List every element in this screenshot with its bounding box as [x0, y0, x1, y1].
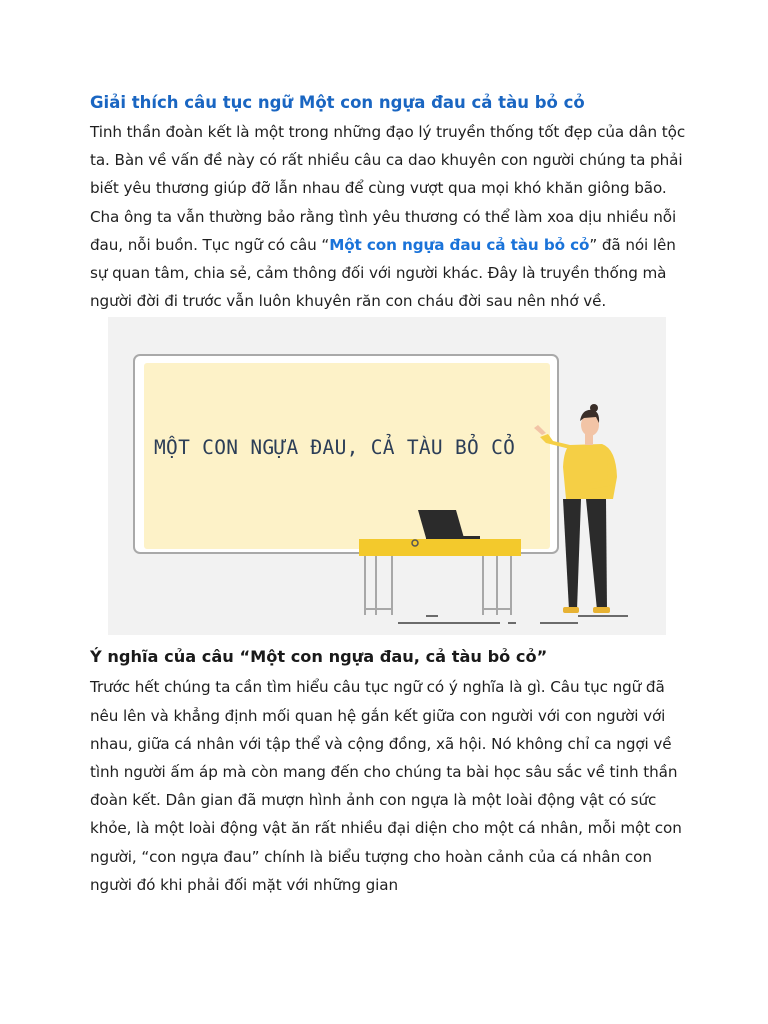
article-heading: Giải thích câu tục ngữ Một con ngựa đau cả tàu bỏ cỏ [90, 93, 585, 112]
illustration-svg [108, 317, 666, 635]
intro-text-before: Tinh thần đoàn kết là một trong những đạo lý truyền thống tốt đẹp của dân tộc ta. Bàn về vấn đề này có rất nhiều câu ca dao khuyên con người chúng ta phải biết yêu thương giúp đỡ lẫn nhau để cùng vượt qua mọi khó khăn giông bão. Cha ông ta vẫn thường bảo rằng tình yêu thương có thể làm xoa dịu nhiều nỗi đau, nỗi buồn. Tục ngữ có câu “ [90, 123, 686, 254]
board-text: MỘT CON NGỰA ĐAU, CẢ TÀU BỎ CỎ [154, 436, 516, 460]
proverb-illustration [108, 317, 666, 635]
proverb-highlight: Một con ngựa đau cả tàu bỏ cỏ [329, 235, 590, 254]
document-page [90, 88, 690, 899]
desk-legs [365, 556, 511, 615]
intro-paragraph [90, 118, 690, 315]
floor-lines [398, 616, 628, 623]
meaning-paragraph: Trước hết chúng ta cần tìm hiểu câu tục ngữ có ý nghĩa là gì. Câu tục ngữ đã nêu lên và khẳng định mối quan hệ gắn kết giữa con người với con người với nhau, giữa cá nhân với tập thể và cộng đồng, xã hội. Nó không chỉ ca ngợi về tình người ấm áp mà còn mang đến cho chúng ta bài học sâu sắc về tinh thần đoàn kết. Dân gian đã mượn hình ảnh con ngựa là một loài động vật có sức khỏe, là một loài động vật ăn rất nhiều đại diện cho một cá nhân, mỗi một con người, “con ngựa đau” chính là biểu tượng cho hoàn cảnh của cá nhân con người đó khi phải đối mặt với những gian [90, 678, 682, 894]
intro-text-after: ” đã nói lên sự quan tâm, chia sẻ, cảm thông đối với người khác. Đây là truyền thống mà người đời đi trước vẫn luôn khuyên răn con cháu đời sau nên nhớ về. [90, 235, 676, 311]
desk-top [359, 539, 521, 556]
section-subheading: Ý nghĩa của câu “Một con ngựa đau, cả tàu bỏ cỏ” [90, 647, 548, 667]
